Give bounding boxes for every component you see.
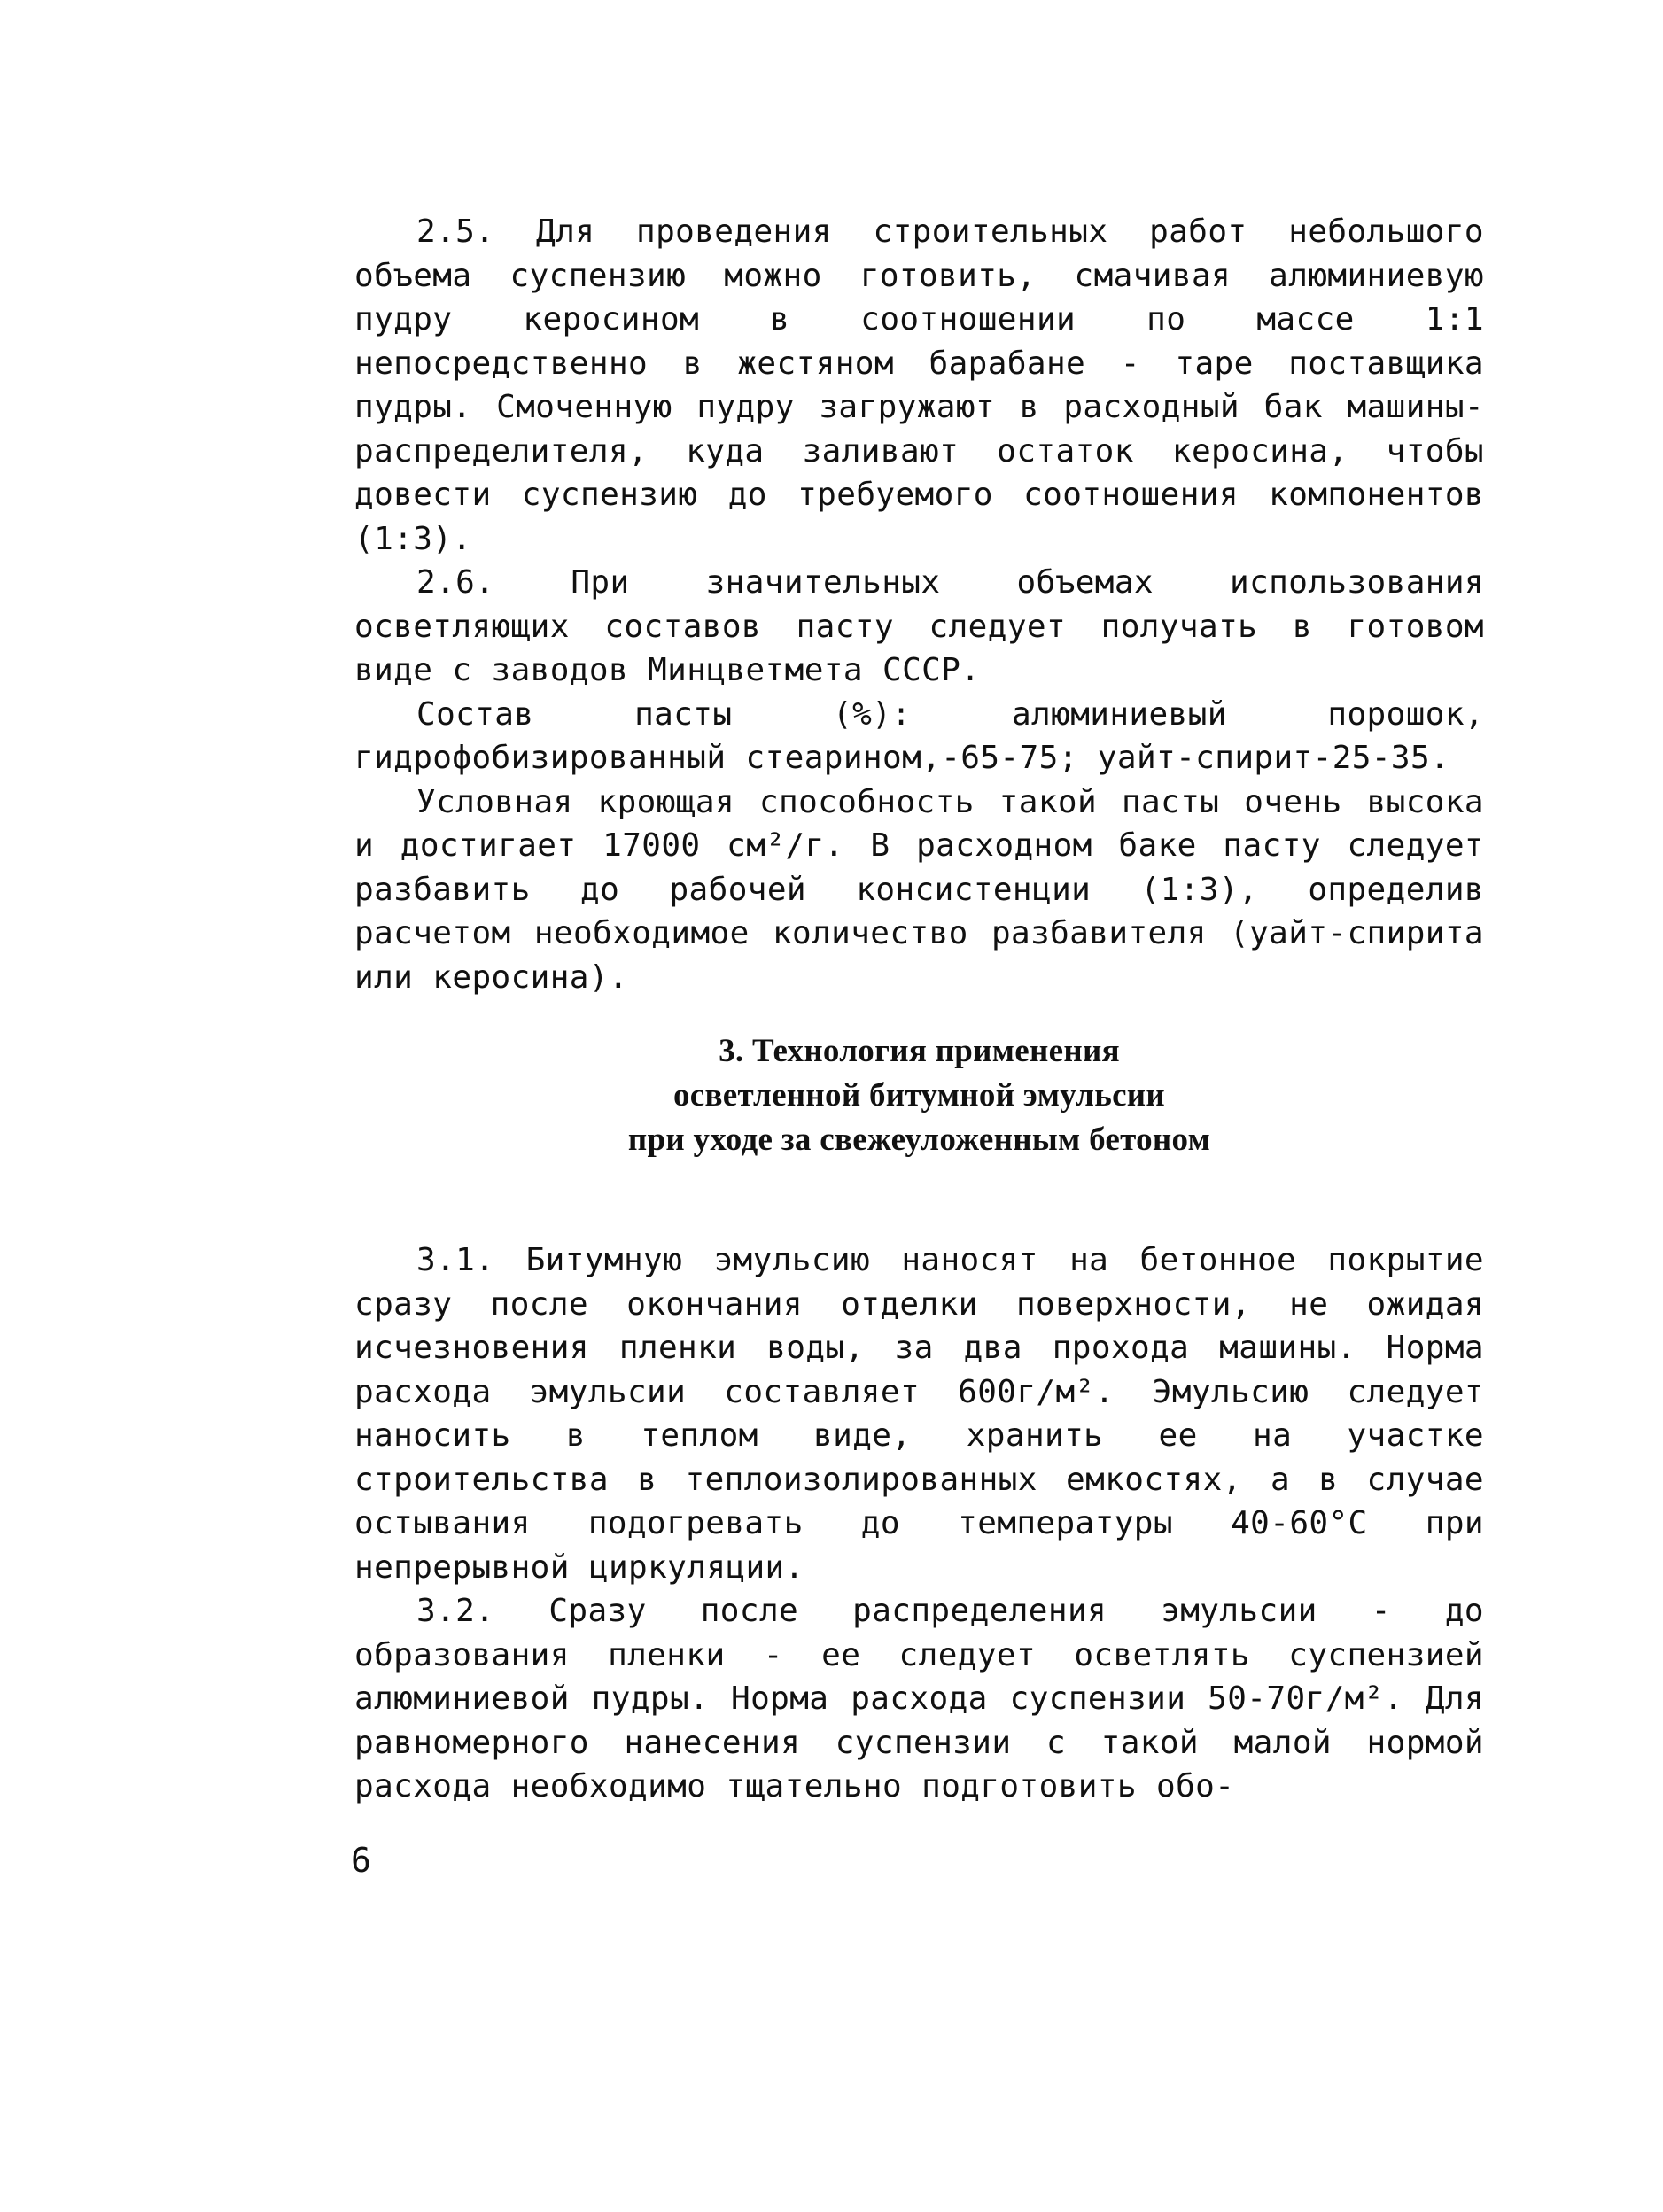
section-heading <box>354 1029 1484 1162</box>
paragraph-paste-coverage: Условная кроющая способность такой пасты очень высока и достигает 17000 см²/г. В расходном баке пасту следует разбавить до рабочей консистенции (1:3), определив расчетом необходимое количество разбавителя (уайт-спирита или керосина). <box>354 783 1484 996</box>
text-block-bottom <box>354 1238 1484 1809</box>
section-heading-line-1: 3. Технология применения <box>719 1033 1120 1069</box>
paragraph-paste-composition: Состав пасты (%): алюминиевый порошок, гидрофобизированный стеарином,-65-75; уайт-спирит-25-35. <box>354 695 1484 776</box>
section-heading-line-3: при уходе за свежеуложенным бетоном <box>627 1122 1211 1158</box>
section-heading-line-2: осветленной битумной эмульсии <box>672 1077 1166 1114</box>
paragraph-3-1: 3.1. Битумную эмульсию наносят на бетонное покрытие сразу после окончания отделки поверхности, не ожидая исчезновения пленки воды, за два прохода машины. Норма расхода эмульсии составляет 600г/м². Эмульсию следует наносить в теплом виде, хранить ее на участке строительства в теплоизолированных емкостях, а в случае остывания подогревать до температуры 40-60°С при непрерывной циркуляции. <box>354 1242 1484 1586</box>
page-number: 6 <box>351 1841 371 1880</box>
paragraph-2-6: 2.6. При значительных объемах использования осветляющих составов пасту следует получать в готовом виде с заводов Минцветмета СССР. <box>354 564 1484 688</box>
paragraph-2-5: 2.5. Для проведения строительных работ небольшого объема суспензию можно готовить, смачивая алюминиевую пудру керосином в соотношении по массе 1:1 непосредственно в жестяном барабане - таре поставщика пудры. Смоченную пудру загружают в расходный бак машины-распределителя, куда заливают остаток керосина, чтобы довести суспензию до требуемого соотношения компонентов (1:3). <box>354 213 1484 557</box>
text-block-top <box>354 210 1484 999</box>
paragraph-3-2: 3.2. Сразу после распределения эмульсии - до образования пленки - ее следует осветлять суспензией алюминиевой пудры. Норма расхода суспензии 50-70г/м². Для равномерного нанесения суспензии с такой малой нормой расхода необходимо тщательно подготовить обо- <box>354 1593 1484 1805</box>
